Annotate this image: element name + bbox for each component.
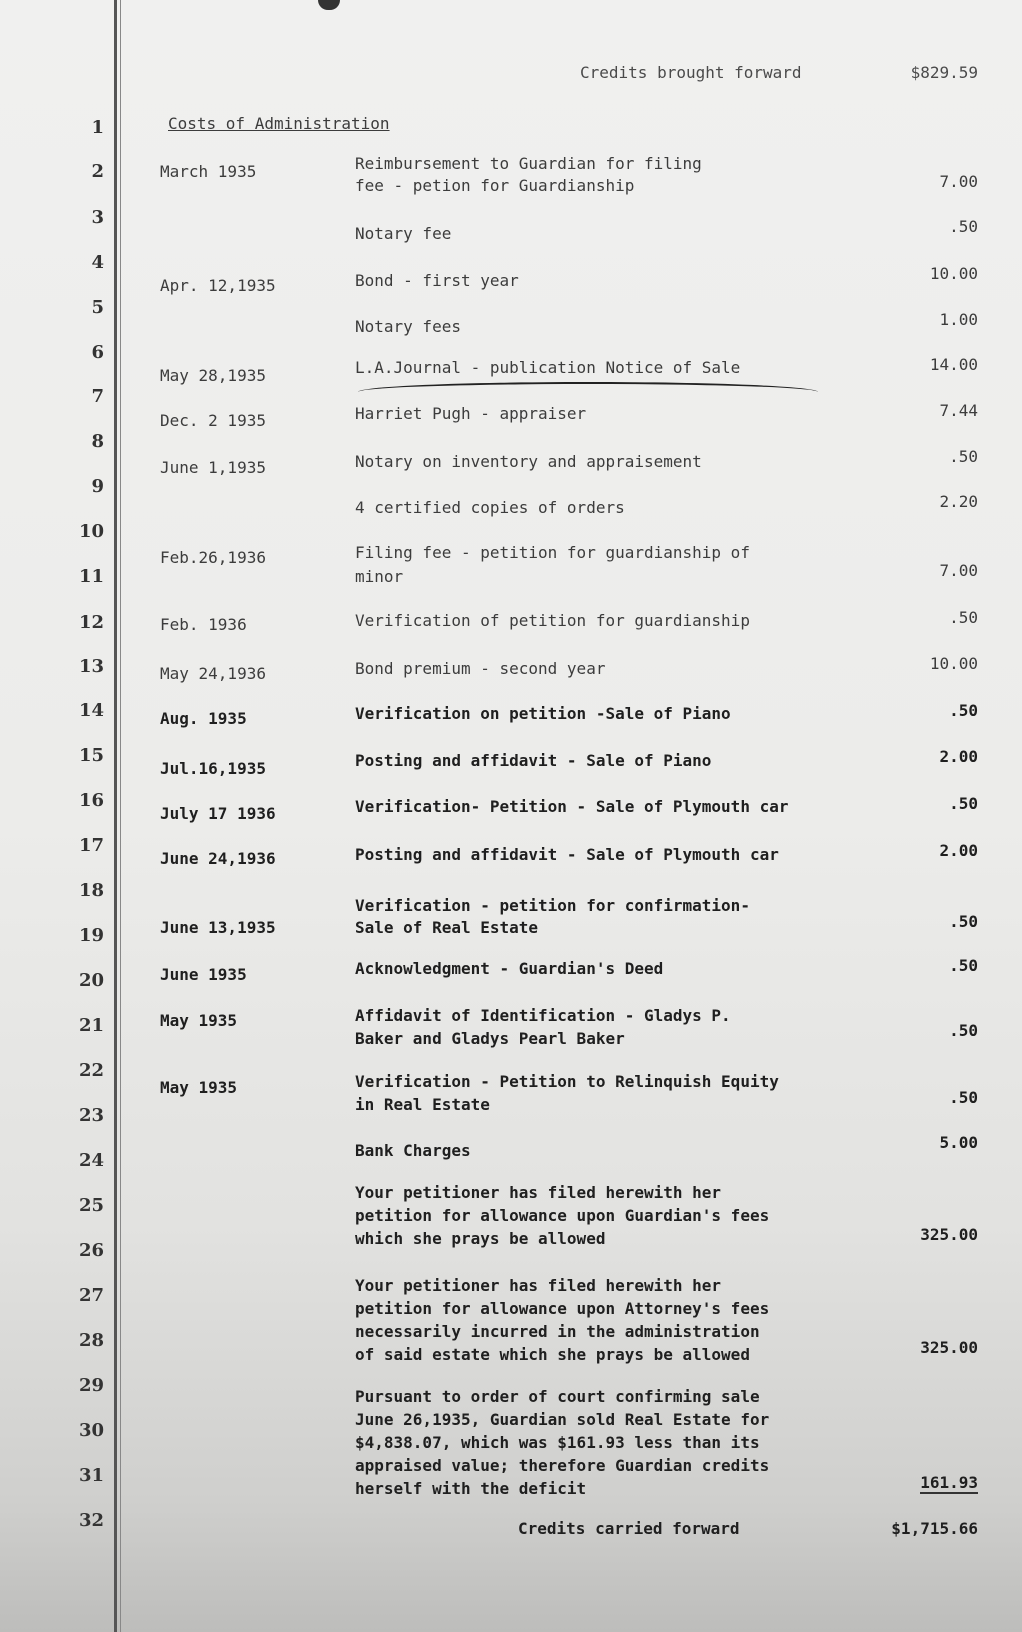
- line-number: 18: [78, 880, 104, 901]
- line-number: 13: [78, 656, 104, 677]
- line-number: 29: [78, 1375, 104, 1396]
- entry-amount: [858, 1472, 978, 1494]
- entry-amount: 2.00: [939, 841, 978, 860]
- entry-amount: 325.00: [920, 1338, 978, 1357]
- entry-amount: 7.00: [939, 561, 978, 580]
- line-number: 27: [78, 1285, 104, 1306]
- entry-amount: .50: [949, 956, 978, 975]
- entry-desc: $4,838.07, which was $161.93 less than its: [355, 1433, 760, 1452]
- entry-desc: Notary fee: [355, 224, 452, 243]
- entry-desc: L.A.Journal - publication Notice of Sale: [355, 358, 741, 377]
- entry-date: Dec. 2 1935: [160, 411, 266, 430]
- entry-amount: .50: [949, 701, 978, 720]
- entry-desc: Verification - petition for confirmation-: [355, 896, 750, 915]
- line-number: 9: [91, 476, 104, 497]
- entry-date: May 1935: [160, 1011, 238, 1030]
- entry-desc: Notary on inventory and appraisement: [355, 452, 702, 471]
- entry-date: May 1935: [160, 1078, 238, 1097]
- entry-amount-underlined: 161.93: [920, 1473, 978, 1492]
- line-number: 17: [78, 835, 104, 856]
- line-number: 20: [78, 970, 104, 991]
- line-number: 5: [91, 297, 104, 318]
- line-number: 14: [78, 700, 104, 721]
- entry-amount: 7.00: [939, 172, 978, 191]
- line-number: 16: [78, 790, 104, 811]
- entry-date: Apr. 12,1935: [160, 276, 276, 295]
- entry-desc: Verification on petition -Sale of Piano: [355, 704, 731, 723]
- line-number: 22: [78, 1060, 104, 1081]
- line-number: 31: [78, 1465, 104, 1486]
- entry-desc: Bond - first year: [355, 271, 519, 290]
- entry-date: June 1,1935: [160, 458, 266, 477]
- entry-amount: 7.44: [939, 401, 978, 420]
- entry-desc: of said estate which she prays be allowed: [355, 1345, 750, 1364]
- entry-desc: Affidavit of Identification - Gladys P.: [355, 1006, 731, 1025]
- entry-desc: 4 certified copies of orders: [355, 498, 625, 517]
- line-number: 19: [78, 925, 104, 946]
- entry-date: June 13,1935: [160, 918, 276, 937]
- line-number: 11: [78, 566, 104, 587]
- entry-desc: Harriet Pugh - appraiser: [355, 404, 587, 423]
- entry-amount: 10.00: [929, 264, 978, 283]
- entry-amount: 14.00: [929, 355, 978, 374]
- line-number: 23: [78, 1105, 104, 1126]
- handwritten-underline: [358, 382, 818, 394]
- entry-desc: which she prays be allowed: [355, 1229, 606, 1248]
- line-number: 26: [78, 1240, 104, 1261]
- margin-rule-secondary: [120, 0, 121, 1632]
- entry-desc: fee - petion for Guardianship: [355, 176, 635, 195]
- ink-blot: [318, 0, 340, 10]
- line-number: 4: [91, 252, 104, 273]
- entry-desc: Bond premium - second year: [355, 659, 606, 678]
- entry-desc: Verification of petition for guardianship: [355, 611, 750, 630]
- entry-desc: Posting and affidavit - Sale of Plymouth car: [355, 845, 779, 864]
- line-number: 8: [91, 431, 104, 452]
- entry-desc: in Real Estate: [355, 1095, 490, 1114]
- entry-desc: Acknowledgment - Guardian's Deed: [355, 959, 664, 978]
- entry-amount: .50: [949, 217, 978, 236]
- entry-desc: petition for allowance upon Guardian's fees: [355, 1206, 770, 1225]
- entry-desc: Verification - Petition to Relinquish Equity: [355, 1072, 779, 1091]
- line-number: 1: [91, 117, 104, 138]
- line-number: 15: [78, 745, 104, 766]
- line-number: 25: [78, 1195, 104, 1216]
- brought-forward-amount: $829.59: [910, 63, 978, 82]
- entry-amount: 10.00: [929, 654, 978, 673]
- entry-desc: June 26,1935, Guardian sold Real Estate for: [355, 1410, 770, 1429]
- entry-date: Feb.26,1936: [160, 548, 266, 567]
- entry-date: Jul.16,1935: [160, 759, 266, 778]
- line-number: 32: [78, 1510, 104, 1531]
- line-number: 6: [91, 342, 104, 363]
- entry-desc: Your petitioner has filed herewith her: [355, 1183, 722, 1202]
- line-number: 10: [78, 521, 104, 542]
- entry-amount: .50: [949, 794, 978, 813]
- line-number: 2: [91, 161, 104, 182]
- carried-forward-amount: $1,715.66: [891, 1519, 978, 1538]
- entry-desc: Bank Charges: [355, 1141, 471, 1160]
- entry-amount: 1.00: [939, 310, 978, 329]
- entry-date: June 1935: [160, 965, 247, 984]
- entry-desc: Sale of Real Estate: [355, 918, 539, 937]
- entry-desc: Baker and Gladys Pearl Baker: [355, 1029, 625, 1048]
- section-title: Costs of Administration: [168, 114, 390, 133]
- entry-date: March 1935: [160, 162, 257, 181]
- line-number: 30: [78, 1420, 104, 1441]
- entry-desc: Your petitioner has filed herewith her: [355, 1276, 722, 1295]
- line-number: 7: [91, 386, 104, 407]
- entry-amount: 2.00: [939, 747, 978, 766]
- entry-amount: .50: [949, 447, 978, 466]
- line-number: 12: [78, 612, 104, 633]
- margin-rule: [114, 0, 117, 1632]
- carried-forward-label: Credits carried forward: [518, 1519, 740, 1538]
- entry-desc: necessarily incurred in the administration: [355, 1322, 760, 1341]
- entry-amount: .50: [949, 608, 978, 627]
- brought-forward-label: Credits brought forward: [580, 63, 802, 82]
- entry-desc: Pursuant to order of court confirming sale: [355, 1387, 760, 1406]
- entry-date: May 28,1935: [160, 366, 266, 385]
- entry-amount: .50: [949, 912, 978, 931]
- entry-date: Aug. 1935: [160, 709, 247, 728]
- entry-date: July 17 1936: [160, 804, 276, 823]
- entry-amount: 2.20: [939, 492, 978, 511]
- entry-desc: petition for allowance upon Attorney's fees: [355, 1299, 770, 1318]
- entry-amount: .50: [949, 1021, 978, 1040]
- line-number: 21: [78, 1015, 104, 1036]
- line-number: 24: [78, 1150, 104, 1171]
- entry-desc: Filing fee - petition for guardianship of: [355, 543, 750, 562]
- entry-desc: minor: [355, 567, 404, 586]
- entry-desc: Posting and affidavit - Sale of Piano: [355, 751, 712, 770]
- entry-amount: 5.00: [939, 1133, 978, 1152]
- line-number: 3: [91, 207, 104, 228]
- entry-desc: Verification- Petition - Sale of Plymouth car: [355, 797, 789, 816]
- entry-desc: Reimbursement to Guardian for filing: [355, 154, 702, 173]
- line-number: 28: [78, 1330, 104, 1351]
- entry-amount: 325.00: [920, 1225, 978, 1244]
- entry-date: May 24,1936: [160, 664, 266, 683]
- entry-date: Feb. 1936: [160, 615, 247, 634]
- entry-amount: .50: [949, 1088, 978, 1107]
- entry-desc: herself with the deficit: [355, 1479, 587, 1498]
- entry-date: June 24,1936: [160, 849, 276, 868]
- entry-desc: Notary fees: [355, 317, 461, 336]
- entry-desc: appraised value; therefore Guardian credits: [355, 1456, 770, 1475]
